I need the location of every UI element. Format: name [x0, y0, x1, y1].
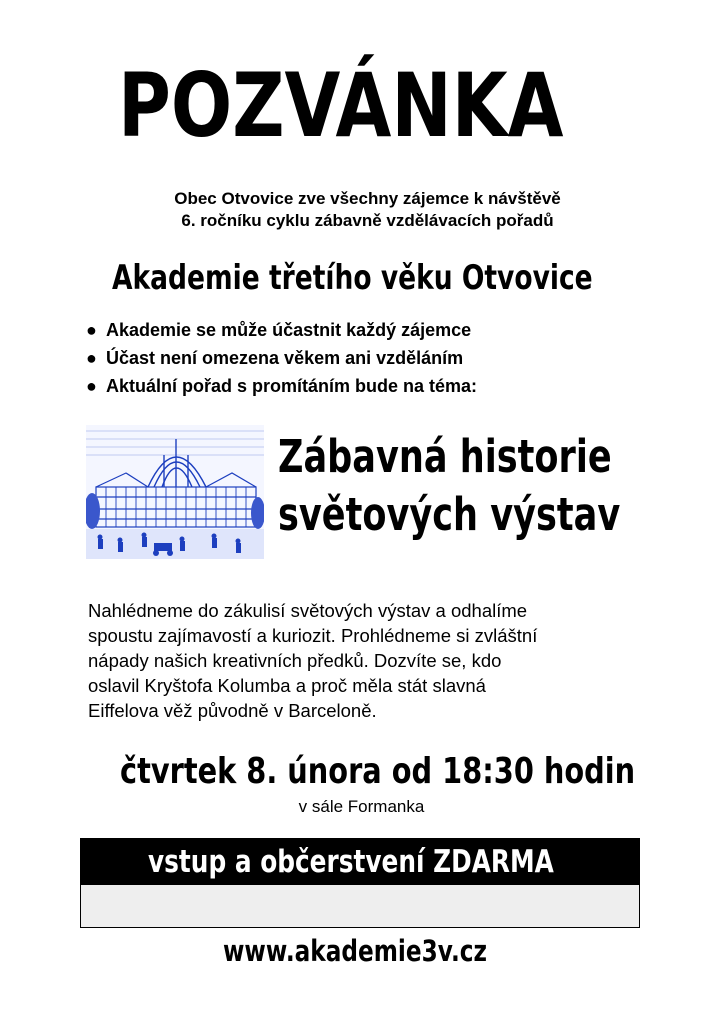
event-series-heading: Akademie třetího věku Otvovice — [112, 258, 593, 298]
bullet-item — [86, 316, 477, 344]
bullet-icon: ● — [86, 348, 97, 368]
website-link[interactable]: www.akademie3v.cz — [223, 934, 488, 968]
footer-box — [80, 838, 640, 968]
website-banner — [81, 885, 639, 968]
description-line: Eiffelova věž původně v Barceloně. — [88, 700, 377, 721]
description-line: Nahlédneme do zákulisí světových výstav a odhalíme — [88, 600, 528, 621]
event-venue: v sále Formanka — [298, 797, 425, 816]
info-bullet-list — [86, 316, 477, 400]
intro-line-1: Obec Otvovice zve všechny zájemce k návštěvě — [174, 189, 561, 208]
event-date: čtvrtek 8. února od 18:30 hodin — [120, 751, 636, 792]
bullet-icon: ● — [86, 376, 97, 396]
event-description — [88, 598, 648, 723]
topic-heading — [278, 428, 620, 544]
bullet-item — [86, 372, 477, 400]
free-entry-text: vstup a občerstvení ZDARMA — [148, 844, 554, 880]
intro-text — [0, 188, 723, 232]
bullet-text: Akademie se může účastnit každý zájemce — [106, 320, 472, 340]
bullet-icon: ● — [86, 320, 97, 340]
description-line: oslavil Kryštofa Kolumba a proč měla stát slavná — [88, 675, 486, 696]
intro-line-2: 6. ročníku cyklu zábavně vzdělávacích pořadů — [181, 211, 554, 230]
bullet-text: Aktuální pořad s promítáním bude na téma: — [106, 376, 478, 396]
bullet-text: Účast není omezena věkem ani vzděláním — [106, 348, 464, 368]
description-line: spoustu zajímavostí a kuriozit. Prohlédneme si zvláštní — [88, 625, 538, 646]
exhibition-hall-illustration-icon — [86, 425, 264, 559]
topic-line-2: světových výstav — [278, 488, 621, 541]
bullet-item — [86, 344, 477, 372]
topic-line-1: Zábavná historie — [278, 430, 612, 483]
poster-title: POZVÁNKA — [118, 54, 564, 157]
description-line: nápady našich kreativních předků. Dozvíte se, kdo — [88, 650, 502, 671]
free-entry-banner — [81, 839, 639, 885]
